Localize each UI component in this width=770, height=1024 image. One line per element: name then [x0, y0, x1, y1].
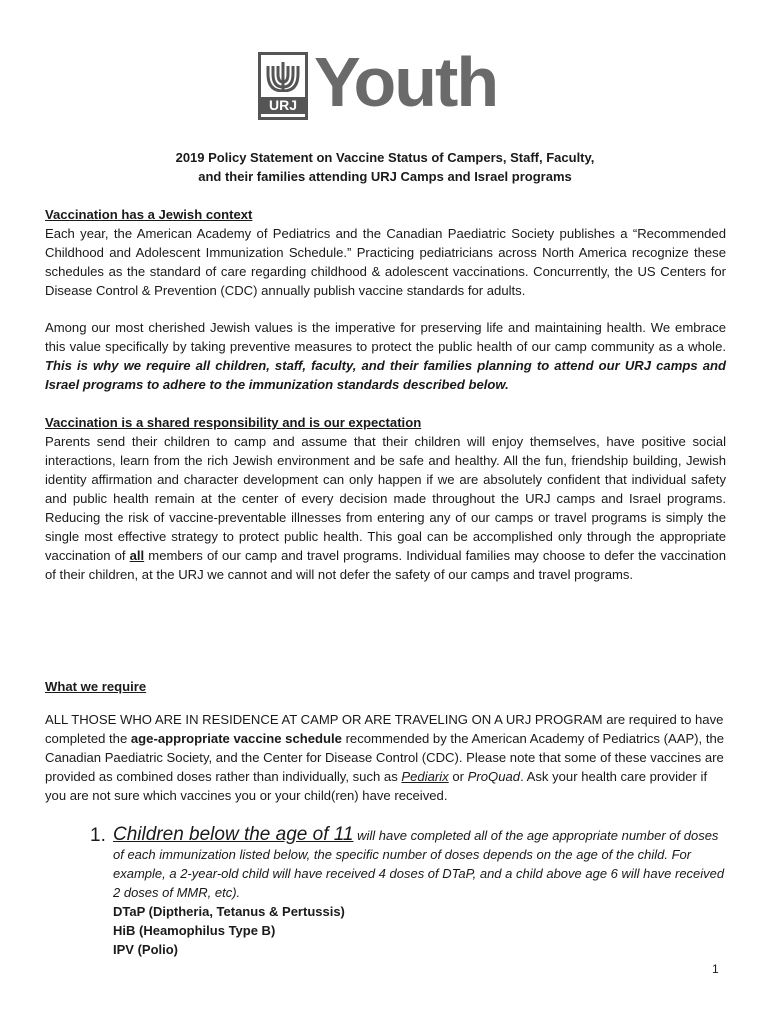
document-title [45, 148, 725, 186]
proquad-term: ProQuad [467, 769, 521, 784]
paragraph [45, 432, 726, 584]
vaccine-ipv: IPV (Polio) [113, 942, 178, 957]
section-heading: Vaccination is a shared responsibility and is our expectation [45, 415, 422, 430]
section-jewish-context [45, 205, 726, 300]
section-shared-responsibility [45, 413, 726, 584]
title-line-2: and their families attending URJ Camps and Israel programs [198, 169, 572, 184]
paragraph-jewish-values [45, 318, 726, 394]
paragraph: Each year, the American Academy of Pediatrics and the Canadian Paediatric Society publishes a “Recommended Childhood and Adolescent Immunization Schedule.” Practicing pediatricians across North America recognize these schedules as the standard of care regarding childhood & adolescent vaccinations. Concurrently, the US Centers for Disease Control & Prevention (CDC) annually publish vaccine standards for adults. [45, 226, 726, 298]
page-number: 1 [712, 962, 719, 976]
paragraph-text: Among our most cherished Jewish values is the imperative for preserving life and maintaining health. We embrace this value specifically by taking preventive measures to protect the public health of our camp community as a whole. [45, 320, 726, 354]
list-number: 1. [90, 825, 106, 846]
urj-badge [258, 52, 308, 120]
emphasis-all: all [129, 548, 145, 563]
section-heading: Vaccination has a Jewish context [45, 207, 253, 222]
menorah-icon [266, 60, 300, 92]
pediarix-term: Pediarix [401, 769, 449, 784]
vaccine-dtap: DTaP (Diptheria, Tetanus & Pertussis) [113, 904, 345, 919]
paragraph-requirements [45, 710, 726, 805]
urj-youth-logo [258, 43, 513, 121]
list-item-text: will have completed all of the age appropriate number of doses of each immunization listed below, the specific number of doses depends on the age of the child. For example, a 2-year-old child will have received 4 doses of DTaP, and a child above age 6 will have received 2 doses of MMR, etc). [113, 828, 725, 900]
paragraph-text: Parents send their children to camp and assume that their children will enjoy themselves, have positive social interactions, learn from the rich Jewish environment and be safe and healthy. All the fun, friendship building, Jewish identity affirmation and character development can only happen if we are absolutely confident that individual safety and public health remain at the center of every decision made throughout the URJ camps and Israel programs. Reducing the risk of vaccine-preventable illnesses from entering any of our camps or travel programs is simply the single most effective strategy to protect public health. This goal can be accomplished only through the appropriate vaccination of [45, 434, 726, 563]
section-what-we-require [45, 677, 726, 696]
connector-text: or [448, 769, 468, 784]
paragraph-text: . Ask your health care provider if you are not sure which vaccines you or your child(ren) have received. [45, 769, 708, 803]
paragraph-text: ALL THOSE WHO ARE IN RESIDENCE AT CAMP OR ARE TRAVELING ON A URJ PROGRAM are required to have completed the [45, 712, 724, 746]
paragraph-text: members of our camp and travel programs. Individual families may choose to defer the vaccination of their children, at the URJ we cannot and will not defer the safety of our camps and travel programs. [45, 548, 726, 582]
list-item-body [113, 825, 728, 959]
emphasis-text: This is why we require all children, staff, faculty, and their families planning to attend our URJ camps and Israel programs to adhere to the immunization standards described below. [45, 358, 726, 392]
paragraph-text: recommended by the American Academy of Pediatrics (AAP), the Canadian Paediatric Society, and the Center for Disease Control (CDC). Please note that some of these vaccines are provided as combined doses rather than individually, such as [45, 731, 725, 784]
youth-wordmark: Youth [314, 43, 498, 121]
list-item-heading: Children below the age of 11 [113, 824, 354, 845]
bold-text: age-appropriate vaccine schedule [130, 731, 342, 746]
urj-badge-text: URJ [261, 97, 305, 114]
title-line-1: 2019 Policy Statement on Vaccine Status of Campers, Staff, Faculty, [175, 150, 595, 165]
vaccine-hib: HiB (Heamophilus Type B) [113, 923, 276, 938]
section-heading: What we require [45, 679, 147, 694]
